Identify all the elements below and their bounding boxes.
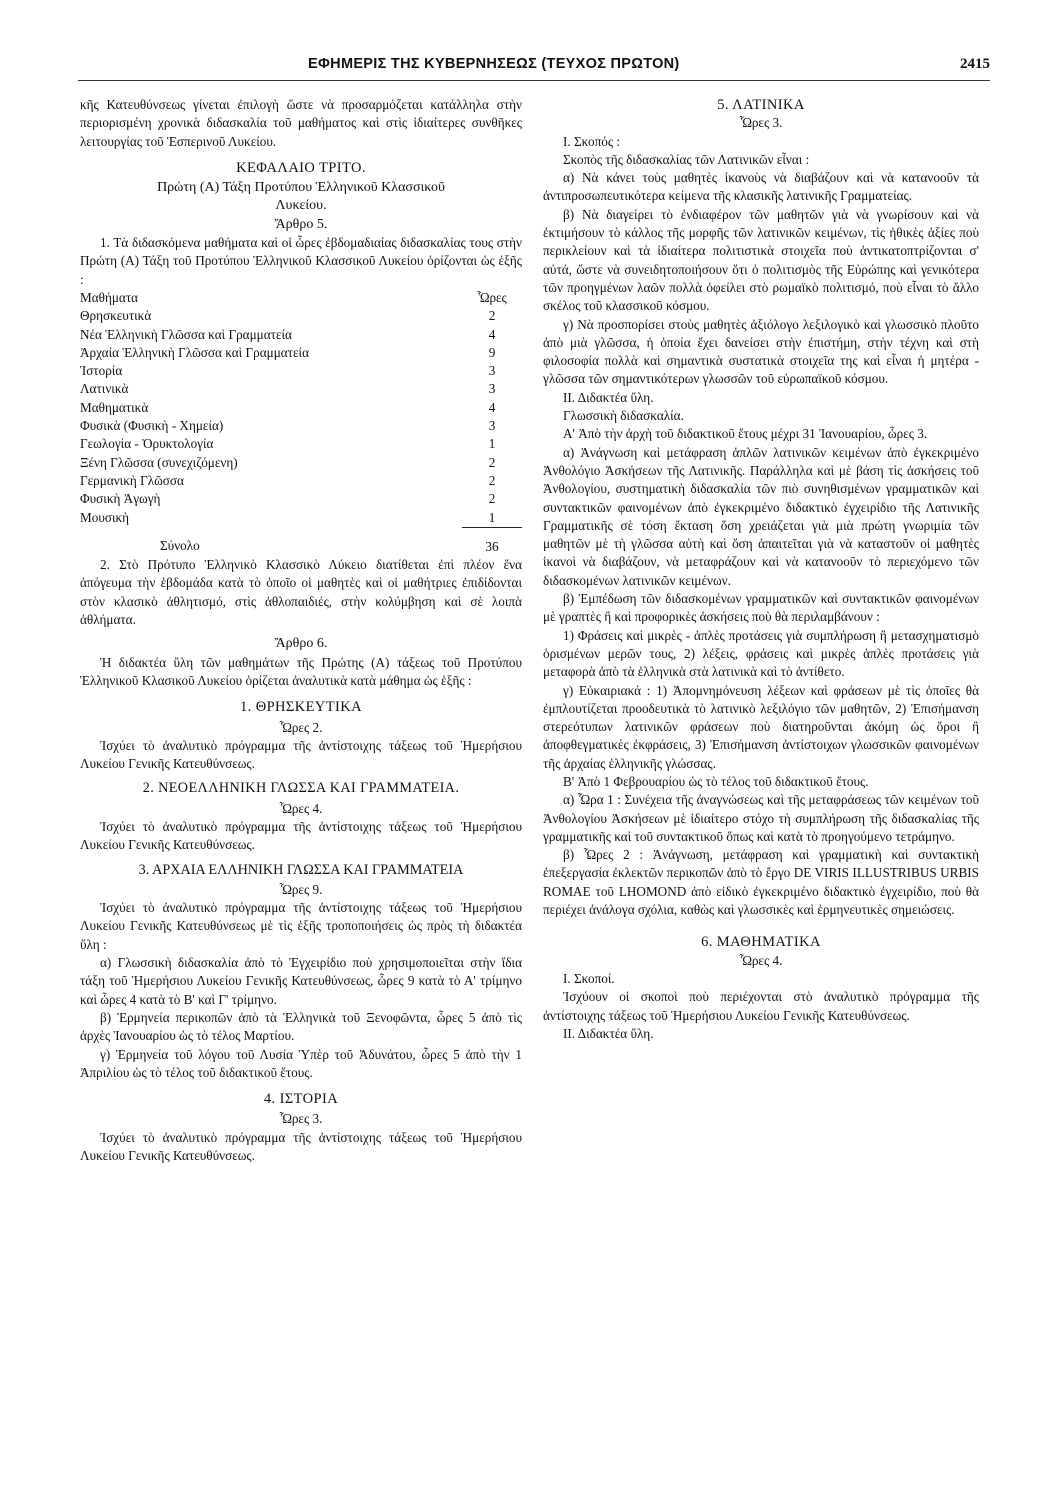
period-b: Β' Ἀπὸ 1 Φεβρουαρίου ὡς τὸ τέλος τοῦ διδακτικοῦ ἔτους. <box>563 773 869 789</box>
section-5-title: 5. ΛΑΤΙΝΙΚΑ <box>717 97 805 113</box>
period-a: Α' Ἀπὸ τὴν ἀρχὴ τοῦ διδακτικοῦ ἔτους μέχρι 31 Ἰανουαρίου, ὧρες 3. <box>563 426 928 442</box>
material-heading: ΙΙ. Διδακτέα ὕλη. <box>563 389 654 405</box>
intro-paragraph: κῆς Κατευθύνσεως γίνεται ἐπιλογὴ ὥστε νὰ προσαρμόζεται κατάλληλα στὴν περιορισμένη χρονικὰ διδασκαλία τοῦ μαθήματος καὶ στὶς ἰδιαίτερες συνθῆκες λειτουργίας τοῦ Ἑσπερινοῦ Λυκείου. <box>80 97 522 149</box>
page-number: 2415 <box>960 56 990 72</box>
article-5-heading: Ἄρθρο 5. <box>274 216 328 232</box>
section-3-item-a: α) Γλωσσικὴ διδασκαλία ἀπὸ τὸ Ἐγχειρίδιο ποὺ χρησιμοποιεῖται στὴν ἴδια τάξη τοῦ Ἡμερήσιου Λυκείου Γενικῆς Κατευθύνσεως, ὧρες 9 κατὰ τὸ Α' τρίμηνο καὶ ὧρες 4 κατὰ τὸ Β' καὶ Γ' τρίμηνο. <box>80 955 522 1007</box>
section-2-title: 2. ΝΕΟΕΛΛΗΝΙΚΗ ΓΛΩΣΣΑ ΚΑΙ ΓΡΑΜΜΑΤΕΙΑ. <box>142 780 460 797</box>
subject-name: Γερμανικὴ Γλῶσσα <box>80 472 184 488</box>
subject-name: Ξένη Γλῶσσα (συνεχιζόμενη) <box>80 454 238 470</box>
subject-row <box>80 399 522 417</box>
chapter-title: ΚΕΦΑΛΑΙΟ ΤΡΙΤΟ. <box>236 159 366 176</box>
subject-name: Φυσικὴ Ἀγωγὴ <box>80 491 161 507</box>
section-6-hours: Ὧρες 4. <box>739 952 783 968</box>
section-1-title: 1. ΘΡΗΣΚΕΥΤΙΚΑ <box>240 699 362 716</box>
page-header <box>78 52 990 78</box>
subject-name: Φυσικὰ (Φυσικὴ - Χημεία) <box>80 418 224 434</box>
total-label: Σύνολο <box>160 538 200 554</box>
period-a-item-b: β) Ἐμπέδωση τῶν διδασκομένων γραμματικῶν καὶ συντακτικῶν φαινομένων μὲ γραπτὲς ἢ καὶ προφορικὲς ἀσκήσεις ποὺ θὰ περιλαμβάνουν : <box>543 591 979 625</box>
subjects-table <box>80 289 522 556</box>
subject-hours: 4 <box>488 326 496 342</box>
article-6-para: Ἡ διδακτέα ὕλη τῶν μαθημάτων τῆς Πρώτης (Α) τάξεως τοῦ Προτύπου Ἑλληνικοῦ Κλασικοῦ Λυκείου ὁρίζεται ἀναλυτικὰ κατὰ μάθημα ὡς ἑξῆς : <box>80 654 522 688</box>
subject-row <box>80 344 522 362</box>
aim-heading: Ι. Σκοπός : <box>563 133 621 149</box>
article-6-heading: Ἄρθρο 6. <box>274 636 328 652</box>
gazette-title: ΕΦΗΜΕΡΙΣ ΤΗΣ ΚΥΒΕΡΝΗΣΕΩΣ (ΤΕΥΧΟΣ ΠΡΩΤΟΝ) <box>308 56 680 72</box>
subject-row <box>80 380 522 398</box>
section-4-text: Ἰσχύει τὸ ἀναλυτικὸ πρόγραμμα τῆς ἀντίστοιχης τάξεως τοῦ Ἡμερήσιου Λυκείου Γενικῆς Κατευθύνσεως. <box>80 1129 522 1164</box>
right-column <box>543 96 979 1043</box>
period-a-item-b-list: 1) Φράσεις καὶ μικρὲς - ἁπλὲς προτάσεις γιὰ συμπλήρωση ἢ μετασχηματισμὸ ὁρισμένων μερῶν τους, 2) λέξεις, φράσεις καὶ μικρὲς ἁπλὲς προτάσεις γιὰ μεταφορὰ ἀπὸ τὰ ἑλληνικὰ στὰ λατινικὰ καὶ τὸ ἀντίθετο. <box>543 627 979 680</box>
section-3-text: Ἰσχύει τὸ ἀναλυτικὸ πρόγραμμα τῆς ἀντίστοιχης τάξεως τοῦ Ἡμερήσιου Λυκείου Γενικῆς Κατευθύνσεως μὲ τὶς ἑξῆς τροποποιήσεις ὡς πρὸς τὴ διδακτέα ὕλη : <box>80 900 522 952</box>
chapter-subtitle-2: Λυκείου. <box>275 198 327 214</box>
subject-row <box>80 326 522 344</box>
subject-hours: 2 <box>488 491 496 507</box>
section-6-title: 6. ΜΑΘΗΜΑΤΙΚΑ <box>701 934 821 951</box>
article-5-para-2: 2. Στὸ Πρότυπο Ἑλληνικὸ Κλασσικὸ Λύκειο διατίθεται ἐπὶ πλέον ἕνα ἀπόγευμα τὴν ἑβδομάδα κατὰ τὸ ὁποῖο οἱ μαθητὲς καὶ οἱ μαθήτριες ἐπιδίδονται στὸν κλασικὸ ἀθλητισμό, στὶς ἀθλοπαιδιές, στὴν κολύμβηση καὶ σὲ λοιπὰ ἀθλήματα. <box>80 557 522 628</box>
subject-hours: 4 <box>488 399 496 415</box>
subject-row <box>80 472 522 490</box>
subject-name: Μαθηματικὰ <box>80 399 149 415</box>
period-b-item-a: α) Ὧρα 1 : Συνέχεια τῆς ἀναγνώσεως καὶ τῆς μεταφράσεως τῶν κειμένων τοῦ Ἀνθολογίου Ἀσκήσεων μὲ ἰδιαίτερο στόχο τὴ συμπλήρωση τῆς διδασκαλίας τῆς γραμματικῆς καὶ τοῦ συντακτικοῦ ὅπως καὶ κατὰ τὸ προηγούμενο τετράμηνο. <box>543 792 979 844</box>
subject-hours: 1 <box>488 436 496 452</box>
section-2-hours: Ὧρες 4. <box>279 800 323 816</box>
subject-row <box>80 362 522 380</box>
aim-item-c: γ) Νὰ προσπορίσει στοὺς μαθητὲς ἀξιόλογο λεξιλογικὸ καὶ γλωσσικὸ πλοῦτο ἀπὸ μιὰ γλῶσσα, ἡ ὁποία ἔχει δανείσει στὴν ἐπιστήμη, στὴν τέχνη καὶ στὴ φιλοσοφία πολλὰ καὶ σημαντικὰ συστατικὰ στοιχεῖα της καὶ εἶναι ἡ μητέρα - γλῶσσα τῶν σημαντικότερων γλωσσῶν τοῦ εὐρωπαϊκοῦ κόσμου. <box>543 316 979 387</box>
section-4-hours: Ὧρες 3. <box>279 1111 323 1127</box>
subject-row <box>80 417 522 435</box>
subject-row <box>80 509 522 528</box>
subject-hours: 9 <box>488 344 496 360</box>
section-6-aim-text: Ἰσχύουν οἱ σκοποὶ ποὺ περιέχονται στὸ ἀναλυτικὸ πρόγραμμα τῆς ἀντίστοιχης τάξεως τοῦ Ἡμερήσιου Λυκείου Γενικῆς Κατευθύνσεως. <box>543 989 979 1023</box>
period-a-item-a: α) Ἀνάγνωση καὶ μετάφραση ἁπλῶν λατινικῶν κειμένων ἀπὸ ἐγκεκριμένο Ἀνθολόγιο Ἀσκήσεων τῆς Λατινικῆς. Παράλληλα καὶ μὲ βάση τὶς ἀσκήσεις τοῦ Ἀνθολογίου, συστηματικὴ διδασκαλία τῶν πιὸ συνηθισμένων γραμματικῶν καὶ συντακτικῶν φαινομένων ἀπὸ ἐγκεκριμένο διδακτικὸ ἐγχειρίδιο τῆς Λατινικῆς Γραμματικῆς σὲ τόση ἔκταση ὅση χρειάζεται γιὰ μιὰ πρώτη γνωριμία τῶν μαθητῶν μὲ τὴ γλῶσσα αὐτὴ καὶ ὅση ἀπαιτεῖται γιὰ νὰ καταστοῦν οἱ μαθητὲς ἱκανοὶ νὰ διαβάζουν, νὰ μεταφράζουν καὶ νὰ κατανοοῦν τὸ περιεχόμενο τῶν διδασκομένων λατινικῶν κειμένων. <box>543 444 979 588</box>
section-1-text: Ἰσχύει τὸ ἀναλυτικὸ πρόγραμμα τῆς ἀντίστοιχης τάξεως τοῦ Ἡμερήσιου Λυκείου Γενικῆς Κατευθύνσεως. <box>80 737 522 772</box>
section-3-title: 3. ΑΡΧΑΙΑ ΕΛΛΗΝΙΚΗ ΓΛΩΣΣΑ ΚΑΙ ΓΡΑΜΜΑΤΕΙΑ <box>138 861 464 878</box>
aim-item-b: β) Νὰ διαγείρει τὸ ἐνδιαφέρον τῶν μαθητῶν γιὰ νὰ γνωρίσουν καὶ νὰ ἐκτιμήσουν τὸ κάλλος τῆς μορφῆς τῶν λατινικῶν κειμένων, τὶς ἠθικὲς ἀξίες ποὺ περικλείουν καὶ τὰ ἰδιαίτερα πολιτιστικὰ στοιχεῖα ποὺ ἀντικατοπτρίζονται σ' αὐτά, ὥστε νὰ συνειδητοποιήσουν ὅτι ὁ πολιτισμὸς τῆς Εὐρώπης καὶ γενικότερα τῶν προηγμένων λαῶν πολλὰ ὀφείλει στὸ ρωμαϊκὸ πολιτισμό, ποὺ εἶναι τὸ ἄλλο σκέλος τοῦ κλασσικοῦ κόσμου. <box>543 206 979 314</box>
header-rule <box>78 80 990 81</box>
section-2-text: Ἰσχύει τὸ ἀναλυτικὸ πρόγραμμα τῆς ἀντίστοιχης τάξεως τοῦ Ἡμερήσιου Λυκείου Γενικῆς Κατευθύνσεως. <box>80 818 522 853</box>
section-4-title: 4. ΙΣΤΟΡΙΑ <box>263 1091 339 1108</box>
table-header <box>80 289 522 307</box>
subject-name: Ἱστορία <box>80 363 123 379</box>
subject-row <box>80 307 522 325</box>
subject-row <box>80 490 522 508</box>
section-3-hours: Ὧρες 9. <box>279 881 323 897</box>
section-6-aim-heading: Ι. Σκοποί. <box>563 970 615 986</box>
subject-name: Γεωλογία - Ὀρυκτολογία <box>80 436 214 452</box>
total-value: 36 <box>462 527 522 556</box>
subject-name: Μουσικὴ <box>80 509 130 525</box>
article-5-para-1: 1. Τὰ διδασκόμενα μαθήματα καὶ οἱ ὧρες ἑβδομαδιαίας διδασκαλίας τους στὴν Πρώτη (Α) Τάξη τοῦ Προτύπου Ἑλληνικοῦ Κλασσικοῦ Λυκείου ὁρίζονται ὡς ἑξῆς : <box>80 235 522 287</box>
section-5-hours: Ὧρες 3. <box>739 115 783 131</box>
left-column <box>80 96 522 1165</box>
section-3-item-c: γ) Ἑρμηνεία τοῦ λόγου τοῦ Λυσία Ὑπὲρ τοῦ Ἀδυνάτου, ὧρες 5 ἀπὸ τὴν 1 Ἀπριλίου ὡς τὸ τέλος τοῦ διδακτικοῦ ἔτους. <box>80 1046 522 1080</box>
section-1-hours: Ὧρες 2. <box>279 719 323 735</box>
subject-hours: 3 <box>488 418 496 434</box>
subject-hours: 3 <box>488 381 496 397</box>
subject-hours: 2 <box>488 472 496 488</box>
aim-item-a: α) Νὰ κάνει τοὺς μαθητὲς ἱκανοὺς νὰ διαβάζουν καὶ νὰ κατανοοῦν τὰ ἀντιπροσωπευτικότερα κείμενα τῆς κλασικῆς λατινικῆς Γραμματείας. <box>543 170 979 204</box>
section-3-item-b: β) Ἑρμηνεία περικοπῶν ἀπὸ τὰ Ἑλληνικὰ τοῦ Ξενοφῶντα, ὧρες 5 ἀπὸ τὶς ἀρχὲς Ἰανουαρίου ὡς τὸ τέλος Μαρτίου. <box>80 1009 522 1044</box>
material-subheading: Γλωσσικὴ διδασκαλία. <box>563 408 684 424</box>
subject-hours: 3 <box>488 363 496 379</box>
period-a-item-c: γ) Εὐκαιριακά : 1) Ἀπομνημόνευση λέξεων καὶ φράσεων μὲ τὶς ὁποῖες θὰ ἐμπλουτίζεται προοδευτικὰ τὸ λατινικὸ λεξιλόγιο τῶν μαθητῶν, 2) Ἐπισήμανση στερεότυπων λατινικῶν φράσεων ποὺ διατηροῦνται ἀκόμη ὡς ὅροι ἢ ἀποφθεγματικὲς ἐκφράσεις, 3) Ἐπισήμανση ἀντίστοιχων γλωσσικῶν φαινομένων τῆς ἀρχαίας ἑλληνικῆς γλώσσας. <box>543 682 979 771</box>
subject-hours: 2 <box>488 308 496 324</box>
period-b-item-b: β) Ὧρες 2 : Ἀνάγνωση, μετάφραση καὶ γραμματικὴ καὶ συντακτικὴ ἐπεξεργασία ἐκλεκτῶν περικοπῶν ἀπὸ τὸ ἔργο DE VIRIS ILLUSTRIBUS URBIS ROMAE τοῦ LHOMOND ἀπὸ εἰδικὸ ἐγκεκριμένο διδακτικὸ ἐγχειρίδιο, ποὺ θὰ περιέχει ἀνάλογα σχόλια, καθὼς καὶ γλωσσικὲς καὶ ἑρμηνευτικὲς σημειώσεις. <box>543 847 979 918</box>
subject-hours: 1 <box>488 509 496 525</box>
total-row <box>80 527 522 556</box>
subject-name: Θρησκευτικὰ <box>80 308 152 324</box>
subject-name: Νέα Ἑλληνικὴ Γλῶσσα καὶ Γραμματεία <box>80 326 292 342</box>
hours-column-header: Ὧρες <box>477 289 507 305</box>
section-6-material-heading: ΙΙ. Διδακτέα ὕλη. <box>563 1025 654 1041</box>
subject-hours: 2 <box>488 454 496 470</box>
subject-row <box>80 435 522 453</box>
subject-name: Λατινικὰ <box>80 381 129 397</box>
subject-row <box>80 454 522 472</box>
chapter-subtitle: Πρώτη (Α) Τάξη Προτύπου Ἑλληνικοῦ Κλασσικοῦ <box>157 180 445 196</box>
aim-intro: Σκοπὸς τῆς διδασκαλίας τῶν Λατινικῶν εἶναι : <box>563 151 810 167</box>
subject-column-header: Μαθήματα <box>80 289 139 305</box>
subject-name: Ἀρχαία Ἑλληνικὴ Γλῶσσα καὶ Γραμματεία <box>80 344 309 360</box>
